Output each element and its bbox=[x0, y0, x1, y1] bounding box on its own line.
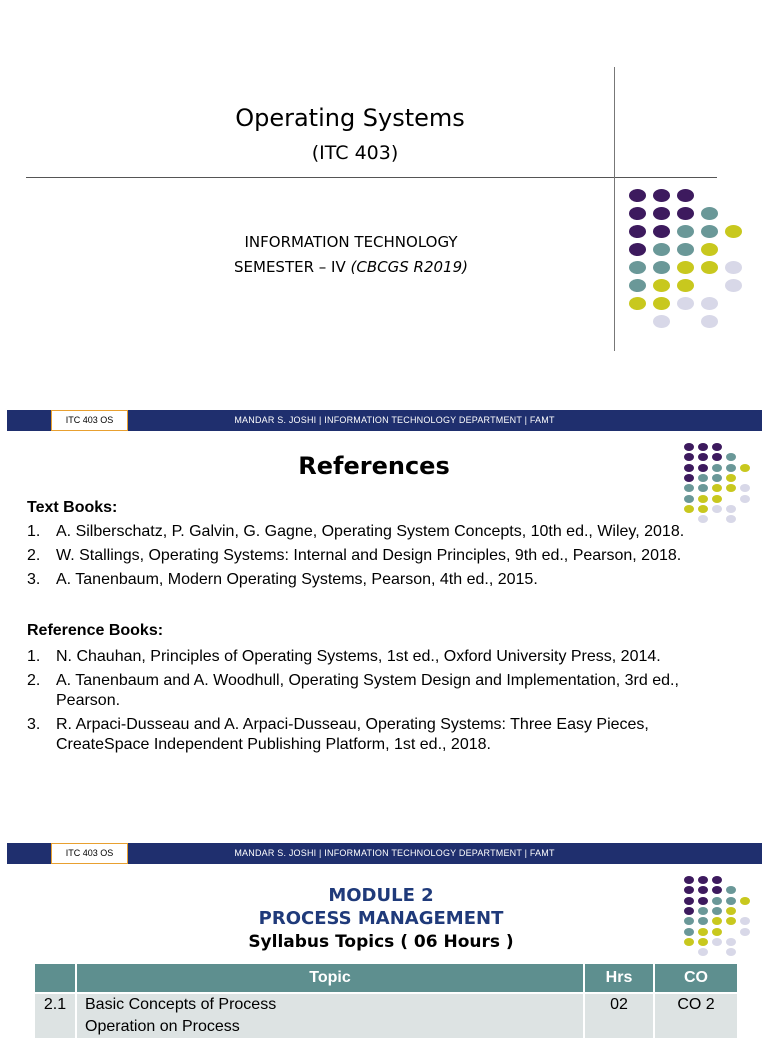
list-text: W. Stallings, Operating Systems: Internal and Design Principles, 9th ed., Pearson, 2018. bbox=[56, 547, 682, 564]
decorative-dot bbox=[684, 928, 694, 936]
list-item bbox=[27, 570, 737, 590]
text-books-label: Text Books: bbox=[27, 499, 118, 516]
table-header-cell: Topic bbox=[76, 963, 584, 993]
decorative-dot bbox=[684, 484, 694, 492]
decorative-dot bbox=[629, 243, 646, 256]
decorative-dot bbox=[726, 907, 736, 915]
footer-text: MANDAR S. JOSHI | INFORMATION TECHNOLOGY DEPARTMENT | FAMT bbox=[234, 848, 555, 858]
decorative-dot bbox=[684, 907, 694, 915]
decorative-dot bbox=[653, 225, 670, 238]
list-number: 3. bbox=[27, 716, 41, 733]
decorative-dot bbox=[684, 897, 694, 905]
decorative-dot bbox=[726, 484, 736, 492]
decorative-dot bbox=[653, 243, 670, 256]
decorative-dot bbox=[629, 297, 646, 310]
decorative-dot bbox=[740, 928, 750, 936]
list-item bbox=[27, 671, 737, 711]
decorative-dot bbox=[684, 876, 694, 884]
decorative-dot bbox=[653, 207, 670, 220]
decorative-dot bbox=[684, 505, 694, 513]
reference-books-label: Reference Books: bbox=[27, 622, 164, 639]
table-header-cell: CO bbox=[654, 963, 738, 993]
decorative-dot bbox=[684, 474, 694, 482]
course-code: (ITC 403) bbox=[311, 142, 399, 164]
decorative-dot bbox=[698, 474, 708, 482]
list-text: R. Arpaci-Dusseau and A. Arpaci-Dusseau, Operating Systems: Three Easy Pieces, CreateSpace Independent Publishing Platform, 1st ed., 2018. bbox=[56, 716, 649, 753]
list-text: A. Tanenbaum, Modern Operating Systems, Pearson, 4th ed., 2015. bbox=[56, 571, 538, 588]
course-tag: ITC 403 OS bbox=[51, 843, 128, 864]
decorative-dot bbox=[740, 484, 750, 492]
decorative-dot bbox=[712, 938, 722, 946]
decorative-dot bbox=[629, 225, 646, 238]
decorative-dot bbox=[712, 876, 722, 884]
decorative-dot bbox=[701, 243, 718, 256]
decorative-dot bbox=[740, 897, 750, 905]
decorative-dot bbox=[712, 505, 722, 513]
decorative-dot bbox=[701, 297, 718, 310]
decorative-dot bbox=[677, 189, 694, 202]
list-number: 1. bbox=[27, 523, 41, 540]
semester-label bbox=[0, 258, 702, 276]
decorative-dot bbox=[701, 225, 718, 238]
decorative-dot bbox=[653, 189, 670, 202]
decorative-dot bbox=[653, 315, 670, 328]
semester-text: SEMESTER – IV bbox=[234, 258, 351, 276]
scheme-text: (CBCGS R2019) bbox=[350, 258, 468, 276]
list-number: 3. bbox=[27, 571, 41, 588]
department-label: INFORMATION TECHNOLOGY bbox=[244, 233, 458, 251]
slide-header-band bbox=[7, 410, 762, 431]
decorative-dot bbox=[726, 474, 736, 482]
decorative-dot bbox=[677, 225, 694, 238]
decorative-dot bbox=[712, 443, 722, 451]
list-text: A. Silberschatz, P. Galvin, G. Gagne, Operating System Concepts, 10th ed., Wiley, 2018. bbox=[56, 523, 685, 540]
decorative-dot bbox=[684, 495, 694, 503]
syllabus-table bbox=[33, 962, 739, 1040]
decorative-dot bbox=[677, 297, 694, 310]
decorative-dot bbox=[629, 261, 646, 274]
footer-text: MANDAR S. JOSHI | INFORMATION TECHNOLOGY DEPARTMENT | FAMT bbox=[234, 415, 555, 425]
decorative-dot bbox=[698, 484, 708, 492]
decorative-dot bbox=[698, 464, 708, 472]
decorative-dot bbox=[712, 464, 722, 472]
decorative-dot bbox=[677, 243, 694, 256]
table-cell: CO 2 bbox=[654, 993, 738, 1039]
decorative-dot bbox=[684, 443, 694, 451]
decorative-dot bbox=[677, 279, 694, 292]
table-row bbox=[34, 993, 738, 1039]
text-books-list bbox=[27, 522, 737, 594]
decorative-dot bbox=[712, 484, 722, 492]
decorative-dot bbox=[698, 897, 708, 905]
list-number: 2. bbox=[27, 547, 41, 564]
list-text: N. Chauhan, Principles of Operating Systems, 1st ed., Oxford University Press, 2014. bbox=[56, 648, 661, 665]
decorative-dot bbox=[653, 279, 670, 292]
decorative-dot bbox=[684, 464, 694, 472]
decorative-dot bbox=[725, 225, 742, 238]
list-item bbox=[27, 715, 737, 755]
module-title: PROCESS MANAGEMENT bbox=[258, 908, 504, 929]
decorative-dot bbox=[740, 464, 750, 472]
list-text: A. Tanenbaum and A. Woodhull, Operating System Design and Implementation, 3rd ed., Pearson. bbox=[56, 672, 679, 709]
table-cell bbox=[76, 993, 584, 1039]
decorative-dot bbox=[677, 261, 694, 274]
list-number: 2. bbox=[27, 672, 41, 689]
table-cell: 2.1 bbox=[34, 993, 76, 1039]
decorative-dot bbox=[726, 505, 736, 513]
topic-line: Operation on Process bbox=[85, 1018, 240, 1035]
list-item bbox=[27, 546, 737, 566]
decorative-dot bbox=[629, 189, 646, 202]
list-number: 1. bbox=[27, 648, 41, 665]
decorative-dot bbox=[712, 928, 722, 936]
decorative-dot bbox=[698, 907, 708, 915]
decorative-dot bbox=[712, 897, 722, 905]
decorative-dot bbox=[698, 876, 708, 884]
vertical-divider bbox=[614, 67, 615, 351]
decorative-dot bbox=[698, 928, 708, 936]
decorative-dot bbox=[701, 207, 718, 220]
decorative-dot bbox=[712, 907, 722, 915]
decorative-dot bbox=[726, 938, 736, 946]
decorative-dot bbox=[725, 279, 742, 292]
decorative-dot bbox=[629, 207, 646, 220]
decorative-dot bbox=[701, 315, 718, 328]
reference-books-list bbox=[27, 647, 737, 759]
table-header-cell: Hrs bbox=[584, 963, 654, 993]
decorative-dot bbox=[725, 261, 742, 274]
decorative-dot bbox=[712, 474, 722, 482]
decorative-dot bbox=[726, 948, 736, 956]
table-cell: 02 bbox=[584, 993, 654, 1039]
decorative-dot bbox=[684, 938, 694, 946]
decorative-dot bbox=[712, 495, 722, 503]
topic-line: Basic Concepts of Process bbox=[85, 996, 277, 1013]
decorative-dot bbox=[740, 495, 750, 503]
decorative-dot bbox=[698, 495, 708, 503]
module-number: MODULE 2 bbox=[328, 885, 434, 906]
slide-header-band bbox=[7, 843, 762, 864]
decorative-dot bbox=[698, 443, 708, 451]
decorative-dot bbox=[677, 207, 694, 220]
decorative-dot bbox=[698, 505, 708, 513]
decorative-dot bbox=[653, 297, 670, 310]
list-item bbox=[27, 647, 737, 667]
decorative-dot bbox=[726, 464, 736, 472]
decorative-dot bbox=[701, 261, 718, 274]
syllabus-label: Syllabus Topics ( 06 Hours ) bbox=[248, 932, 514, 952]
table-header-row bbox=[34, 963, 738, 993]
decorative-dot bbox=[653, 261, 670, 274]
slide-title: Operating Systems bbox=[235, 104, 465, 132]
decorative-dot bbox=[698, 948, 708, 956]
decorative-dot bbox=[726, 897, 736, 905]
decorative-dot bbox=[629, 279, 646, 292]
course-tag: ITC 403 OS bbox=[51, 410, 128, 431]
list-item bbox=[27, 522, 737, 542]
references-heading: References bbox=[298, 452, 450, 480]
table-header-cell bbox=[34, 963, 76, 993]
decorative-dot bbox=[698, 938, 708, 946]
